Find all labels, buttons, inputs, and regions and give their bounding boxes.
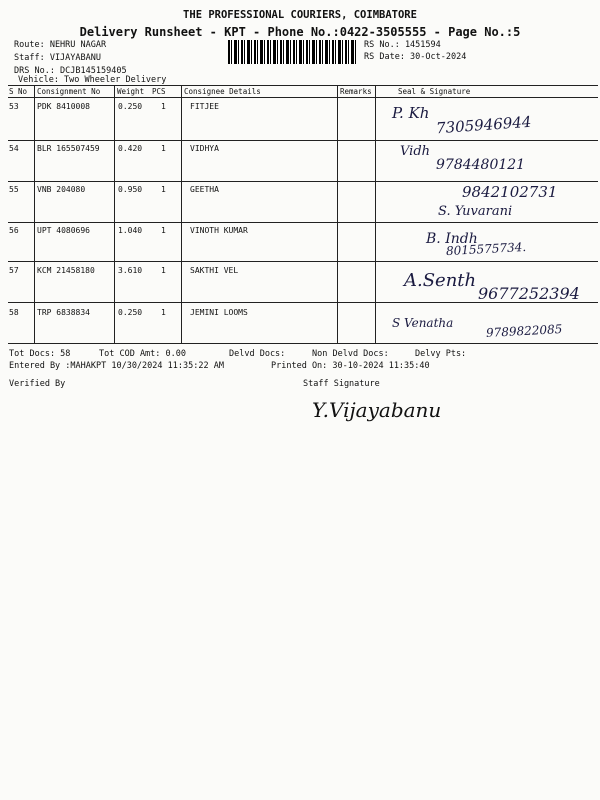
col-header-weight: Weight: [117, 87, 145, 96]
route-text: Route: NEHRU NAGAR: [14, 40, 107, 50]
cell-weight: 3.610: [118, 266, 143, 275]
runsheet-subtitle: Delivery Runsheet - KPT - Phone No.:0422-3505555 - Page No.:5: [79, 25, 521, 39]
cell-consignee: JEMINI LOOMS: [190, 308, 248, 317]
cell-sno: 58: [9, 308, 19, 317]
column-divider: [337, 85, 338, 343]
total-docs: Tot Docs: 58: [9, 349, 71, 359]
signature-name: A.Senth: [404, 270, 477, 291]
signature-phone: 8015575734.: [445, 239, 527, 259]
signature-name: Vidh: [400, 144, 431, 159]
signature-name: S. Yuvarani: [438, 204, 513, 219]
cell-weight: 0.250: [118, 102, 143, 111]
cell-consignment: VNB 204080: [37, 185, 86, 194]
vehicle-text: Vehicle: Two Wheeler Delivery: [18, 75, 167, 85]
signature-phone: 9784480121: [436, 157, 526, 173]
table-header-border: [8, 97, 598, 98]
cell-pcs: 1: [161, 266, 166, 275]
rs-date-text: RS Date: 30-Oct-2024: [364, 52, 467, 62]
col-header-seal-signature: Seal & Signature: [398, 87, 471, 96]
row-divider: [8, 222, 598, 223]
cell-pcs: 1: [161, 102, 166, 111]
signature-phone: 9677252394: [478, 284, 580, 303]
signature-name: B. Indh: [426, 231, 478, 247]
cell-sno: 55: [9, 185, 19, 194]
staff-signature-label: Staff Signature: [303, 379, 380, 389]
col-header-pcs: PCS: [152, 87, 166, 96]
row-divider: [8, 261, 598, 262]
table-bottom-border: [8, 343, 598, 344]
entered-by: Entered By :MAHAKPT 10/30/2024 11:35:22 AM: [9, 361, 224, 371]
column-divider: [114, 85, 115, 343]
staff-text: Staff: VIJAYABANU: [14, 53, 101, 63]
column-divider: [34, 85, 35, 343]
total-cod-amount: Tot COD Amt: 0.00: [99, 349, 186, 359]
col-header-consignment: Consignment No: [37, 87, 101, 96]
row-divider: [8, 140, 598, 141]
cell-sno: 57: [9, 266, 19, 275]
signature-name: S Venatha: [392, 316, 454, 330]
cell-sno: 56: [9, 226, 19, 235]
cell-pcs: 1: [161, 308, 166, 317]
printed-on: Printed On: 30-10-2024 11:35:40: [271, 361, 430, 371]
cell-consignment: BLR 165507459: [37, 144, 100, 153]
cell-pcs: 1: [161, 185, 166, 194]
row-divider: [8, 181, 598, 182]
cell-consignment: PDK 8410008: [37, 102, 90, 111]
verified-by-label: Verified By: [9, 379, 66, 389]
table-top-border: [8, 85, 598, 86]
signature-phone: 7305946944: [435, 112, 532, 138]
col-header-sno: S No: [9, 87, 28, 96]
signature-phone: 9842102731: [462, 183, 558, 201]
cell-consignment: KCM 21458180: [37, 266, 95, 275]
cell-pcs: 1: [161, 226, 166, 235]
col-header-consignee: Consignee Details: [184, 87, 261, 96]
column-divider: [375, 85, 376, 343]
cell-consignee: VIDHYA: [190, 144, 219, 153]
column-divider: [181, 85, 182, 343]
cell-sno: 54: [9, 144, 19, 153]
cell-weight: 0.250: [118, 308, 143, 317]
signature-name: P. Kh: [392, 104, 430, 122]
staff-signature: Y.Vijayabanu: [312, 398, 442, 422]
cell-consignment: UPT 4080696: [37, 226, 90, 235]
cell-weight: 0.950: [118, 185, 143, 194]
company-title: THE PROFESSIONAL COURIERS, COIMBATORE: [183, 9, 417, 21]
cell-consignment: TRP 6838834: [37, 308, 90, 317]
cell-consignee: SAKTHI VEL: [190, 266, 239, 275]
non-delivered-docs: Non Delvd Docs:: [312, 349, 389, 359]
cell-weight: 0.420: [118, 144, 143, 153]
drs-text: DRS No.: DCJB145159405: [14, 66, 127, 76]
cell-sno: 53: [9, 102, 19, 111]
barcode: [228, 40, 356, 64]
cell-pcs: 1: [161, 144, 166, 153]
cell-weight: 1.040: [118, 226, 143, 235]
cell-consignee: GEETHA: [190, 185, 219, 194]
cell-consignee: VINOTH KUMAR: [190, 226, 248, 235]
delivery-points: Delvy Pts:: [415, 349, 467, 359]
signature-phone: 9789822085: [485, 322, 563, 340]
delivered-docs: Delvd Docs:: [229, 349, 286, 359]
rs-no-text: RS No.: 1451594: [364, 40, 441, 50]
cell-consignee: FITJEE: [190, 102, 219, 111]
col-header-remarks: Remarks: [340, 87, 372, 96]
